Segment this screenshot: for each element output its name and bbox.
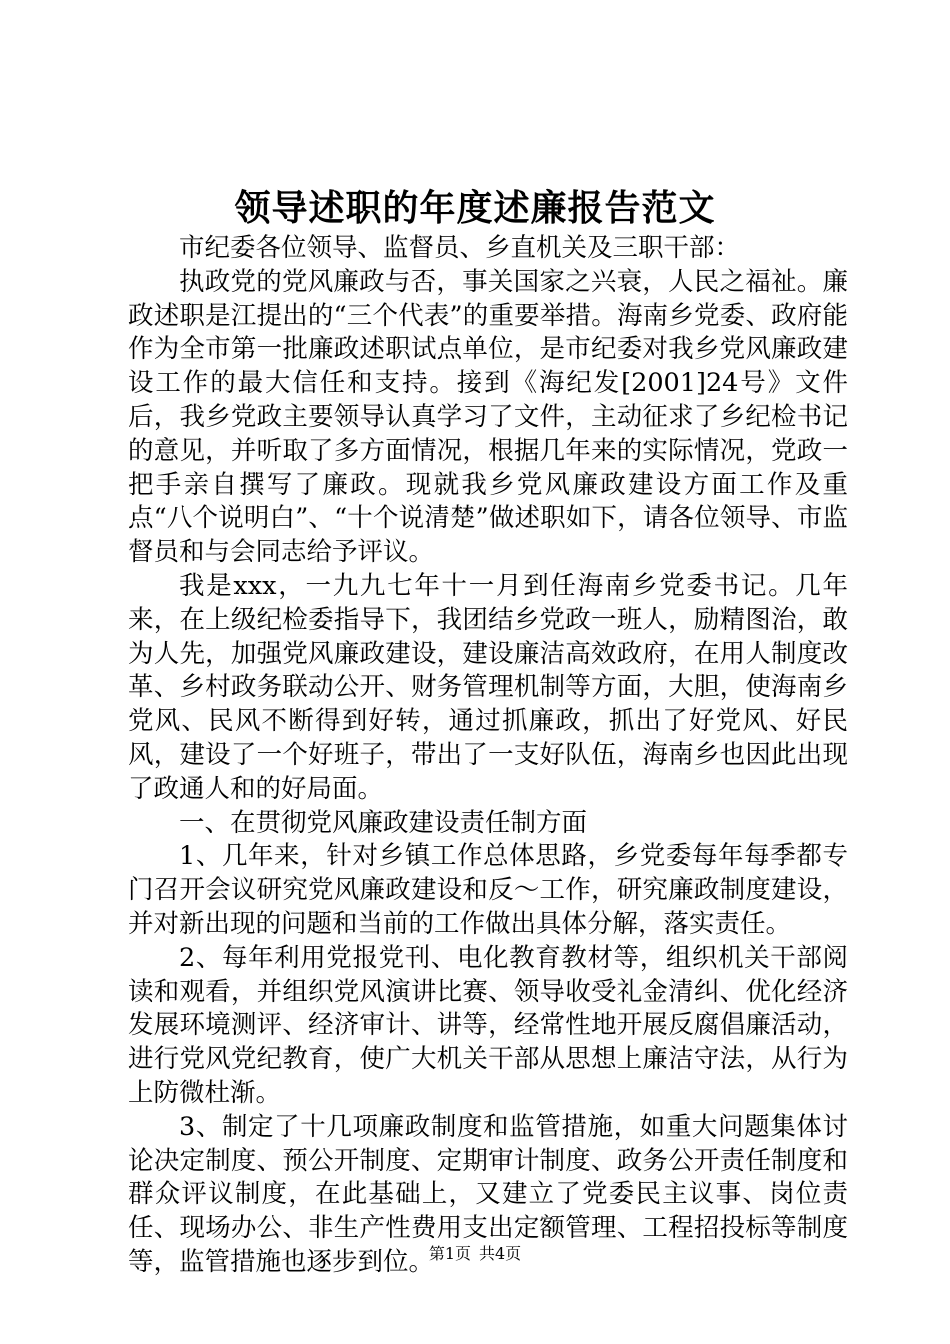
page-footer [0, 1243, 950, 1265]
page-total: 共4页 [479, 1244, 522, 1263]
body-paragraph: 我是xxx，一九九七年十一月到任海南乡党委书记。几年来，在上级纪检委指导下，我团结乡党政一班人，励精图治，敢为人先，加强党风廉政建设，建设廉洁高效政府，在用人制度改革、乡村政务联动公开、财务管理机制等方面，大胆，使海南乡党风、民风不断得到好转，通过抓廉政，抓出了好党风、好民风，建设了一个好班子，带出了一支好队伍，海南乡也因此出现了政通人和的好局面。 [128, 570, 848, 804]
document-title: 领导述职的年度述廉报告范文 [234, 187, 716, 229]
body-paragraph: 2、每年利用党报党刊、电化教育教材等，组织机关干部阅读和观看，并组织党风演讲比赛、领导收受礼金清纠、优化经济发展环境测评、经济审计、讲等，经常性地开展反腐倡廉活动，进行党风党纪教育，使广大机关干部从思想上廉洁守法，从行为上防微杜渐。 [128, 942, 848, 1108]
body-paragraph: 1、几年来，针对乡镇工作总体思路，乡党委每年每季都专门召开会议研究党风廉政建设和反～工作，研究廉政制度建设，并对新出现的问题和当前的工作做出具体分解，落实责任。 [128, 841, 848, 939]
page-number: 第1页 [428, 1244, 471, 1263]
document-body [128, 232, 848, 1280]
body-paragraph: 执政党的党风廉政与否，事关国家之兴衰，人民之福祉。廉政述职是江提出的“三个代表”的重要举措。海南乡党委、政府能作为全市第一批廉政述职试点单位，是市纪委对我乡党风廉政建设工作的最大信任和支持。接到《海纪发[2001]24号》文件后，我乡党政主要领导认真学习了文件，主动征求了乡纪检书记的意见，并听取了多方面情况，根据几年来的实际情况，党政一把手亲自撰写了廉政。现就我乡党风廉政建设方面工作及重点“八个说明白”、“十个说清楚”做述职如下，请各位领导、市监督员和与会同志给予评议。 [128, 266, 848, 568]
body-paragraph: 3、制定了十几项廉政制度和监管措施，如重大问题集体讨论决定制度、预公开制度、定期审计制度、政务公开责任制度和群众评议制度，在此基础上，又建立了党委民主议事、岗位责任、现场办公、非生产性费用支出定额管理、工程招投标等制度等，监管措施也逐步到位。 [128, 1111, 848, 1277]
salutation-paragraph: 市纪委各位领导、监督员、乡直机关及三职干部： [179, 233, 741, 263]
section-heading: 一、在贯彻党风廉政建设责任制方面 [179, 807, 588, 838]
